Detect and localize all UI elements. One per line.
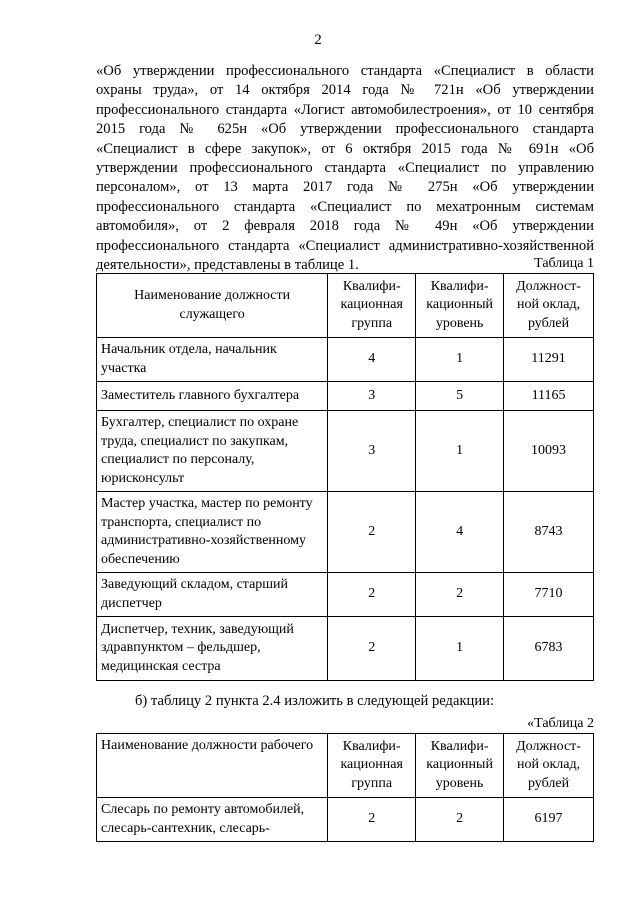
table1 — [96, 273, 594, 681]
table-row — [97, 617, 594, 681]
table1-header: Квалифи-кационная группа — [328, 274, 416, 338]
page-number: 2 — [314, 32, 322, 48]
table-row — [97, 411, 594, 492]
salary-cell: 10093 — [504, 411, 594, 492]
level-cell: 5 — [416, 382, 504, 411]
table2-header: Квалифи-кационный уровень — [416, 734, 504, 798]
level-cell: 4 — [416, 492, 504, 573]
salary-cell: 8743 — [504, 492, 594, 573]
group-cell: 3 — [328, 382, 416, 411]
salary-cell: 11291 — [504, 338, 594, 382]
salary-cell: 6783 — [504, 617, 594, 681]
position-cell: Заместитель главного бухгалтера — [97, 382, 328, 411]
table-row — [97, 382, 594, 411]
level-cell: 2 — [416, 573, 504, 617]
subsection-text: б) таблицу 2 пункта 2.4 изложить в следующей редакции: — [135, 693, 495, 709]
level-cell: 2 — [416, 798, 504, 842]
table2-header: Квалифи-кационная группа — [328, 734, 416, 798]
table-row — [97, 573, 594, 617]
table1-header: Квалифи-кационный уровень — [416, 274, 504, 338]
table-row — [97, 798, 594, 842]
table2-label: «Таблица 2 — [527, 716, 594, 731]
salary-cell: 7710 — [504, 573, 594, 617]
table1-label: Таблица 1 — [534, 256, 594, 271]
group-cell: 2 — [328, 492, 416, 573]
position-cell: Слесарь по ремонту автомобилей, слесарь-сантехник, слесарь- — [97, 798, 328, 842]
group-cell: 2 — [328, 573, 416, 617]
table2-header: Наименование должности рабочего — [97, 734, 328, 798]
table2-header: Должност-ной оклад, рублей — [504, 734, 594, 798]
table2 — [96, 733, 594, 842]
table1-header: Должност-ной оклад, рублей — [504, 274, 594, 338]
salary-cell: 11165 — [504, 382, 594, 411]
position-cell: Бухгалтер, специалист по охране труда, специалист по закупкам, специалист по персоналу, юрисконсульт — [97, 411, 328, 492]
salary-cell: 6197 — [504, 798, 594, 842]
level-cell: 1 — [416, 338, 504, 382]
position-cell: Заведующий складом, старший диспетчер — [97, 573, 328, 617]
table1-header-row — [97, 274, 594, 338]
table1-header: Наименование должности служащего — [97, 274, 328, 338]
table2-header-row — [97, 734, 594, 798]
table-row — [97, 338, 594, 382]
group-cell: 2 — [328, 798, 416, 842]
level-cell: 1 — [416, 411, 504, 492]
group-cell: 4 — [328, 338, 416, 382]
intro-paragraph: «Об утверждении профессионального стандарта «Специалист в области охраны труда», от 14 октября 2014 года № 721н «Об утверждении профессионального стандарта «Логист автомобилестроения», от 10 сентября 2015 года № 625н «Об утверждении профессионального стандарта «Специалист в сфере закупок», от 6 октября 2015 года № 691н «Об утверждении профессионального стандарта «Специалист по управлению персоналом», от 13 марта 2017 года № 275н «Об утверждении профессионального стандарта «Специалист по мехатронным системам автомобиля», от 2 февраля 2018 года № 49н «Об утверждении профессионального стандарта «Специалист административно-хозяйственной деятельности», представлены в таблице 1. — [96, 63, 594, 274]
position-cell: Диспетчер, техник, заведующий здравпунктом – фельдшер, медицинская сестра — [97, 617, 328, 681]
group-cell: 2 — [328, 617, 416, 681]
level-cell: 1 — [416, 617, 504, 681]
position-cell: Мастер участка, мастер по ремонту транспорта, специалист по административно-хозяйственному обеспечению — [97, 492, 328, 573]
position-cell: Начальник отдела, начальник участка — [97, 338, 328, 382]
group-cell: 3 — [328, 411, 416, 492]
table-row — [97, 492, 594, 573]
